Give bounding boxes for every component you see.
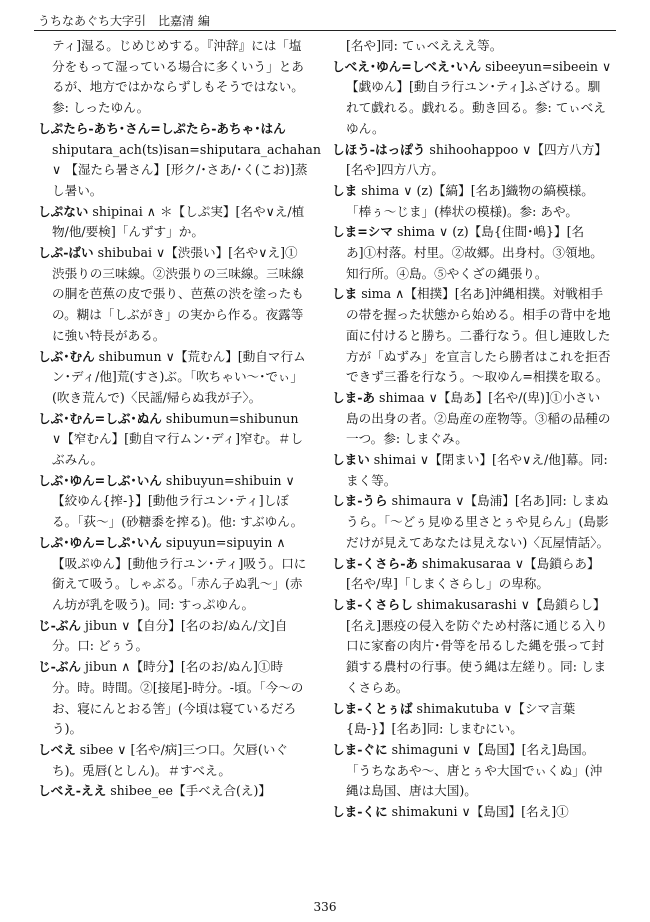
entry-body: shibumun ∨【荒むん】[動自マ行ムン･ディ/他]荒(すさ)ぶ。「吹ちゃい～･でぃ」(吹き荒んで)〈民謡/帰らぬ我が子〉。	[52, 348, 306, 405]
dictionary-entry	[38, 347, 308, 409]
dictionary-entry	[332, 699, 612, 740]
dictionary-entry	[332, 140, 612, 181]
entry-headword: しべえ	[38, 741, 76, 757]
entry-body: shimakutuba ∨【シマ言葉{島-}】[名あ]同: しまむにい。	[346, 700, 576, 737]
right-column	[332, 36, 612, 823]
entry-headword: じ-ぶん	[38, 659, 82, 675]
entry-headword: しま-うら	[332, 493, 388, 509]
dictionary-entry	[332, 491, 612, 553]
entry-headword: しぶ･むん=しぶ･ぬん	[38, 410, 162, 426]
dictionary-entry	[332, 284, 612, 388]
dictionary-entry	[38, 533, 308, 616]
entry-headword: しま-あ	[332, 389, 376, 405]
entry-headword: じ-ぶん	[38, 617, 82, 633]
dictionary-entry	[38, 119, 321, 202]
dictionary-entry	[332, 740, 612, 802]
dictionary-entry	[332, 388, 612, 450]
dictionary-entry	[332, 36, 612, 57]
entry-body: sipuyun=sipuyin ∧【吸ぷゆん】[動他ラ行ユン･ティ]吸う。口に銜えて吸う。しゃぶる。「赤ん子ぬ乳～」(赤ん坊が乳を吸う)。同: すっぷゆん。	[52, 534, 307, 612]
dictionary-entry	[38, 657, 308, 740]
dictionary-entry	[38, 616, 308, 657]
entry-body: sima ∧【相撲】[名あ]沖縄相撲。対戦相手の帯を握った状態から始める。相手の背中を地面に付けると勝ち。二番行なう。但し連敗した方が「ぬずみ」を宣言したら勝者はこれを拒否できず三番を行なう。～取ゆん=相撲を取る。	[346, 286, 611, 385]
dictionary-entry	[38, 740, 308, 781]
dictionary-entry	[38, 202, 308, 243]
dictionary-entry	[38, 243, 308, 347]
entry-body: shihoohappoo ∨【四方八方】[名や]四方八方。	[346, 141, 607, 178]
entry-headword: しべえ-ええ	[38, 783, 107, 799]
left-column	[38, 36, 321, 802]
entry-body: shimai ∨【閉まい】[名や∨え/他]幕。同: まく等。	[346, 452, 608, 488]
entry-body: sibeeyun=sibeein ∨【戯ゆん】[動自ラ行ユン･ティ]ふざける。馴れて戯れる。戯れる。動き回る。参: てぃべえゆん。	[346, 58, 612, 136]
dictionary-entry	[38, 36, 308, 119]
dictionary-entry	[332, 554, 612, 595]
entry-headword: しべえ･ゆん=しべえ･いん	[332, 58, 482, 74]
dictionary-entry	[332, 222, 612, 284]
entry-headword: しぷない	[38, 203, 89, 219]
entry-body: shima ∨ (z)【島{住間･嶋}】[名あ]①村落。村里。②故郷。出身村。③領地。知行所。④島。⑤やくざの縄張り。	[346, 224, 603, 281]
dictionary-entry	[38, 409, 308, 471]
entry-body: shimakusaraa ∨【島鎖らあ】[名や/卑]「しまくさらし」の卑称。	[346, 555, 600, 592]
entry-body: shipinai ∧ ＊【しぷ実】[名や∨え/植物/他/要検]「んずす」か。	[52, 203, 305, 240]
entry-body: shibumun=shibunun ∨【窄むん】[動自マ行ムン･ディ]窄む。＃しぶみん。	[52, 410, 304, 468]
entry-body: jibun ∧【時分】[名のお/ぬん]①時分。時。時間。②[接尾]-時分。-頃。「今～のお、寝にんとおる筈」(今頃は寝ているだろう)。	[52, 659, 304, 737]
dictionary-entry	[38, 471, 308, 533]
entry-body: shimaa ∨【島あ】[名や/(卑)]①小さい島の出身の者。②島産の産物等。③稲の品種の一つ。参: しまぐみ。	[346, 389, 611, 447]
entry-headword: しまい	[332, 452, 370, 468]
dictionary-entry	[38, 781, 308, 802]
entry-headword: しま-くとぅば	[332, 700, 413, 716]
entry-body: shimaguni ∨【島国】[名え]島国。「うちなあや～、唐とぅや大国でぃくぬ」(沖縄は島国、唐は大国)。	[346, 741, 603, 799]
entry-headword: しま-くさら-あ	[332, 555, 419, 571]
page-number: 336	[313, 900, 337, 914]
entry-headword: しま-ぐに	[332, 741, 388, 757]
entry-body: shibee_ee【手べえ合(え)】	[106, 783, 271, 799]
entry-headword: しま=シマ	[332, 224, 393, 240]
entry-body: shimakusarashi ∨【島鎖らし】[名え]悪疫の侵入を防ぐため村落に通じる入り口に家畜の肉片･骨等を吊るした縄を張って封鎖する農村の行事。使う縄は左縒り。同: しまくさらあ。	[346, 596, 608, 695]
entry-body: jibun ∨【自分】[名のお/ぬん/文]自分。口: どぅう。	[52, 617, 288, 654]
entry-body: shibubai ∨【渋張い】[名や∨え]①渋張りの三味線。②渋張りの三味線。三味線の胴を芭蕉の皮で張り、芭蕉の渋を塗ったもの。糊は「しぶがき」の実から作る。夜露等に強い特長がある。	[52, 245, 304, 343]
entry-headword: しま-くさらし	[332, 596, 413, 612]
running-header: うちなあぐち大字引 比嘉清 編	[38, 14, 210, 28]
entry-headword: しま	[332, 182, 358, 198]
entry-body: [名や]同: てぃべえええ等。	[346, 38, 503, 53]
entry-headword: しま	[332, 286, 358, 302]
entry-body: sibee ∨ [名や/病]三つ口。欠唇(いぐち)。兎唇(としん)。＃すべえ。	[52, 741, 288, 778]
entry-headword: しま-くに	[332, 804, 388, 820]
header-rule	[34, 30, 616, 31]
dictionary-entry	[332, 595, 612, 699]
entry-body: shimakuni ∨【島国】[名え]①	[387, 804, 569, 820]
entry-headword: しぷたら-あち･さん=しぷたら-あちゃ･はん	[38, 120, 286, 136]
entry-headword: しほう-はっぽう	[332, 141, 426, 157]
entry-body: shibuyun=shibuin ∨【絞ゆん{搾-}】[動他ラ行ユン･ティ]しぼる。「荻～」(砂糖黍を搾る)。他: すぶゆん。	[52, 472, 304, 530]
entry-body: shima ∨ (z)【縞】[名あ]織物の縞模様。「棒ぅ～じま」(棒状の模様)。参: あや。	[346, 182, 594, 219]
dictionary-entry	[332, 450, 612, 491]
entry-headword: しぷ-ばい	[38, 245, 94, 261]
entry-body: ティ]湿る。じめじめする。『沖辞』には「塩分をもって湿っている場合に多くいう」とあるが、地方ではかならずしもそうではない。参: しったゆん。	[52, 38, 304, 116]
entry-body: shiputara_ach(ts)isan=shiputara_achahan ∨ 【湿たら暑さん】[形ク/･さあ/･く(こお)]蒸し暑い。	[52, 141, 321, 198]
entry-headword: しぷ･ゆん=しぷ･いん	[38, 534, 162, 550]
entry-headword: しぶ･むん	[38, 348, 95, 364]
dictionary-entry	[332, 57, 612, 140]
entry-headword: しぶ･ゆん=しぶ･いん	[38, 472, 162, 488]
dictionary-entry	[332, 802, 612, 823]
entry-body: shimaura ∨【島浦】[名あ]同: しまぬうら。「～どぅ見ゆる里さとぅや見らん」(島影だけが見えてあなたは見えない)〈瓦屋情話〉。	[346, 493, 610, 550]
dictionary-entry	[332, 181, 612, 222]
